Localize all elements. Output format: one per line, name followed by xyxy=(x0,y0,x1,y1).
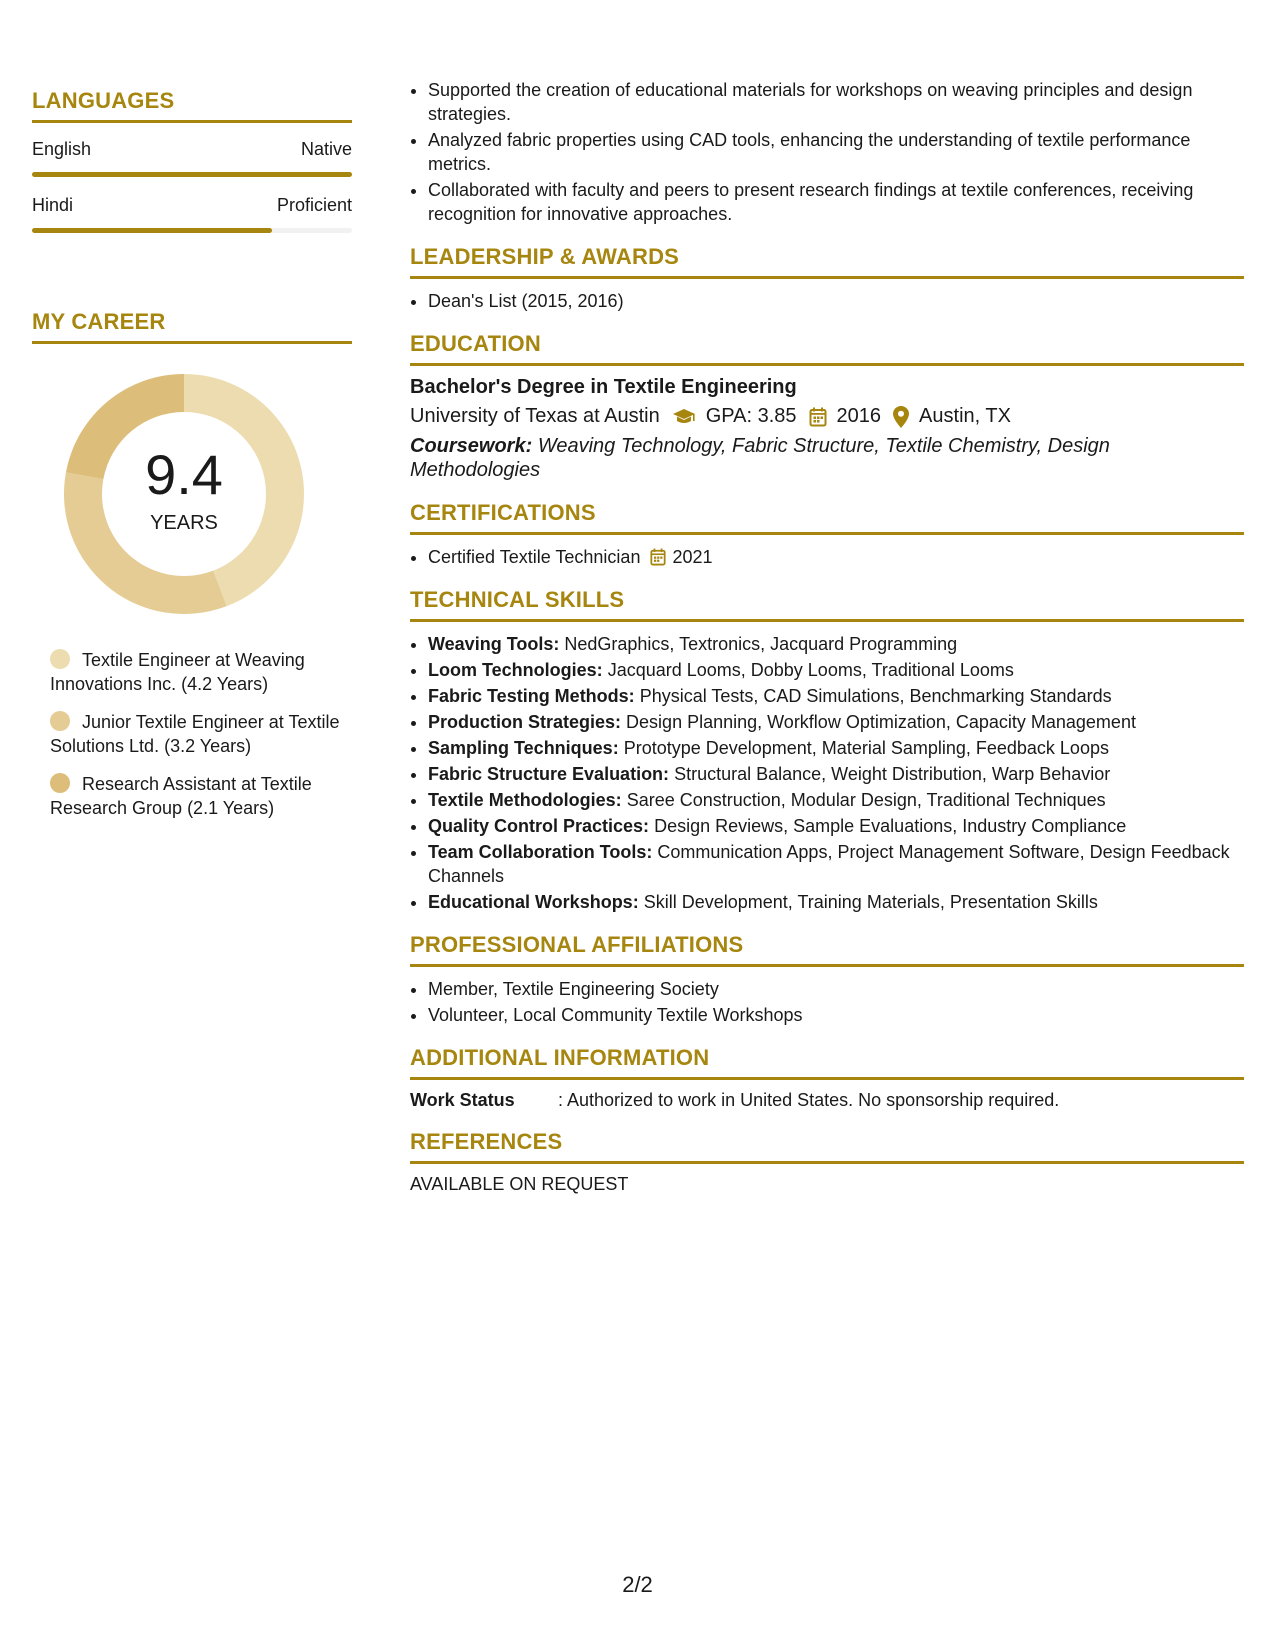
career-section xyxy=(32,309,352,820)
language-level-fill xyxy=(32,228,272,233)
additional-info-title: ADDITIONAL INFORMATION xyxy=(410,1045,1244,1080)
experience-bullet: • Collaborated with faculty and peers to present research findings at textile conferences, receiving recognition for innovative approaches. xyxy=(428,178,1244,226)
skill-label: Production Strategies: xyxy=(428,712,622,732)
legend-dot xyxy=(50,649,70,669)
experience-bullets xyxy=(410,78,1244,226)
degree-title: Bachelor's Degree in Textile Engineering xyxy=(410,376,797,398)
legend-dot xyxy=(50,773,70,793)
skills-section xyxy=(410,587,1244,914)
work-status-label: Work Status xyxy=(410,1090,515,1110)
right-column xyxy=(410,78,1244,1195)
skill-label: Loom Technologies: xyxy=(428,660,603,680)
skill-value: Physical Tests, CAD Simulations, Benchmarking Standards xyxy=(639,686,1112,706)
skill-value: Saree Construction, Modular Design, Traditional Techniques xyxy=(626,790,1106,810)
skill-label: Fabric Structure Evaluation: xyxy=(428,764,670,784)
map-pin-icon xyxy=(893,406,909,428)
languages-title: LANGUAGES xyxy=(32,88,352,123)
skill-item xyxy=(428,658,1244,682)
award-item: • Dean's List (2015, 2016) xyxy=(428,289,1244,313)
career-legend-label: Textile Engineer at Weaving Innovations Inc. (4.2 Years) xyxy=(50,650,305,694)
work-status-row xyxy=(410,1090,1244,1111)
certification-item xyxy=(428,545,1244,569)
skill-value: Prototype Development, Material Sampling, Feedback Loops xyxy=(623,738,1109,758)
affiliations-title: PROFESSIONAL AFFILIATIONS xyxy=(410,932,1244,967)
skill-value: Jacquard Looms, Dobby Looms, Traditional Looms xyxy=(607,660,1014,680)
language-item xyxy=(32,139,352,177)
language-level-bar xyxy=(32,228,352,233)
career-donut-chart xyxy=(64,374,304,614)
skill-label: Sampling Techniques: xyxy=(428,738,619,758)
affiliations-section xyxy=(410,932,1244,1027)
school-location: Austin, TX xyxy=(919,405,1011,427)
graduation-year: 2016 xyxy=(836,405,882,427)
work-status-value: : Authorized to work in United States. No sponsorship required. xyxy=(558,1090,1060,1110)
skill-item xyxy=(428,762,1244,786)
calendar-icon xyxy=(809,407,827,427)
education-section xyxy=(410,331,1244,482)
experience-bullet: • Analyzed fabric properties using CAD tools, enhancing the understanding of textile performance metrics. xyxy=(428,128,1244,176)
coursework-label: Coursework: xyxy=(410,435,533,457)
leadership-section xyxy=(410,244,1244,313)
school-name: University of Texas at Austin xyxy=(410,405,660,427)
skills-title: TECHNICAL SKILLS xyxy=(410,587,1244,622)
certification-name: Certified Textile Technician xyxy=(428,547,641,567)
gpa: GPA: 3.85 xyxy=(705,405,797,427)
career-legend-label: Junior Textile Engineer at Textile Solutions Ltd. (3.2 Years) xyxy=(50,712,340,756)
skill-label: Fabric Testing Methods: xyxy=(428,686,635,706)
skill-value: NedGraphics, Textronics, Jacquard Programming xyxy=(564,634,958,654)
references-title: REFERENCES xyxy=(410,1129,1244,1164)
experience-bullet: • Supported the creation of educational materials for workshops on weaving principles and design strategies. xyxy=(428,78,1244,126)
coursework xyxy=(410,434,1244,482)
affiliation-item: • Member, Textile Engineering Society xyxy=(428,977,1244,1001)
references-section xyxy=(410,1129,1244,1195)
career-legend xyxy=(50,648,352,820)
skill-value: Design Reviews, Sample Evaluations, Industry Compliance xyxy=(654,816,1127,836)
coursework-list: Weaving Technology, Fabric Structure, Textile Chemistry, Design Methodologies xyxy=(410,435,1110,481)
language-level: Native xyxy=(300,139,352,159)
page-number: 2/2 xyxy=(622,1572,653,1597)
certifications-section xyxy=(410,500,1244,569)
skill-item xyxy=(428,814,1244,838)
language-name: English xyxy=(32,139,92,159)
additional-info-section xyxy=(410,1045,1244,1111)
language-level-fill xyxy=(32,172,352,177)
skills-list xyxy=(410,632,1244,914)
career-legend-label: Research Assistant at Textile Research Group (2.1 Years) xyxy=(50,774,312,818)
language-level-bar xyxy=(32,172,352,177)
career-legend-item xyxy=(50,648,352,696)
education-meta xyxy=(410,405,1244,428)
graduation-cap-icon xyxy=(672,408,696,426)
skill-label: Weaving Tools: xyxy=(428,634,560,654)
skill-label: Quality Control Practices: xyxy=(428,816,650,836)
career-title: MY CAREER xyxy=(32,309,352,344)
certifications-title: CERTIFICATIONS xyxy=(410,500,1244,535)
language-item xyxy=(32,195,352,233)
skill-value: Communication Apps, Project Management Software, Design Feedback Channels xyxy=(428,842,1230,886)
left-column xyxy=(32,88,352,834)
language-name: Hindi xyxy=(32,195,74,215)
skill-item xyxy=(428,840,1244,888)
skill-value: Skill Development, Training Materials, Presentation Skills xyxy=(643,892,1098,912)
skill-item xyxy=(428,788,1244,812)
affiliation-item: • Volunteer, Local Community Textile Workshops xyxy=(428,1003,1244,1027)
career-total-value: 9.4 xyxy=(145,443,223,506)
certification-year: 2021 xyxy=(672,547,713,567)
skill-label: Textile Methodologies: xyxy=(428,790,622,810)
career-legend-item xyxy=(50,710,352,758)
skill-label: Team Collaboration Tools: xyxy=(428,842,653,862)
skill-item xyxy=(428,632,1244,656)
legend-dot xyxy=(50,711,70,731)
skill-label: Educational Workshops: xyxy=(428,892,639,912)
leadership-title: LEADERSHIP & AWARDS xyxy=(410,244,1244,279)
languages-section xyxy=(32,88,352,233)
calendar-icon xyxy=(650,548,666,566)
skill-item xyxy=(428,736,1244,760)
education-title: EDUCATION xyxy=(410,331,1244,366)
career-legend-item xyxy=(50,772,352,820)
skill-value: Structural Balance, Weight Distribution, Warp Behavior xyxy=(674,764,1111,784)
language-level: Proficient xyxy=(276,195,352,215)
skill-item xyxy=(428,890,1244,914)
skill-item xyxy=(428,710,1244,734)
skill-item xyxy=(428,684,1244,708)
skill-value: Design Planning, Workflow Optimization, Capacity Management xyxy=(626,712,1136,732)
career-total-unit: YEARS xyxy=(150,512,218,534)
references-text: AVAILABLE ON REQUEST xyxy=(410,1174,629,1194)
